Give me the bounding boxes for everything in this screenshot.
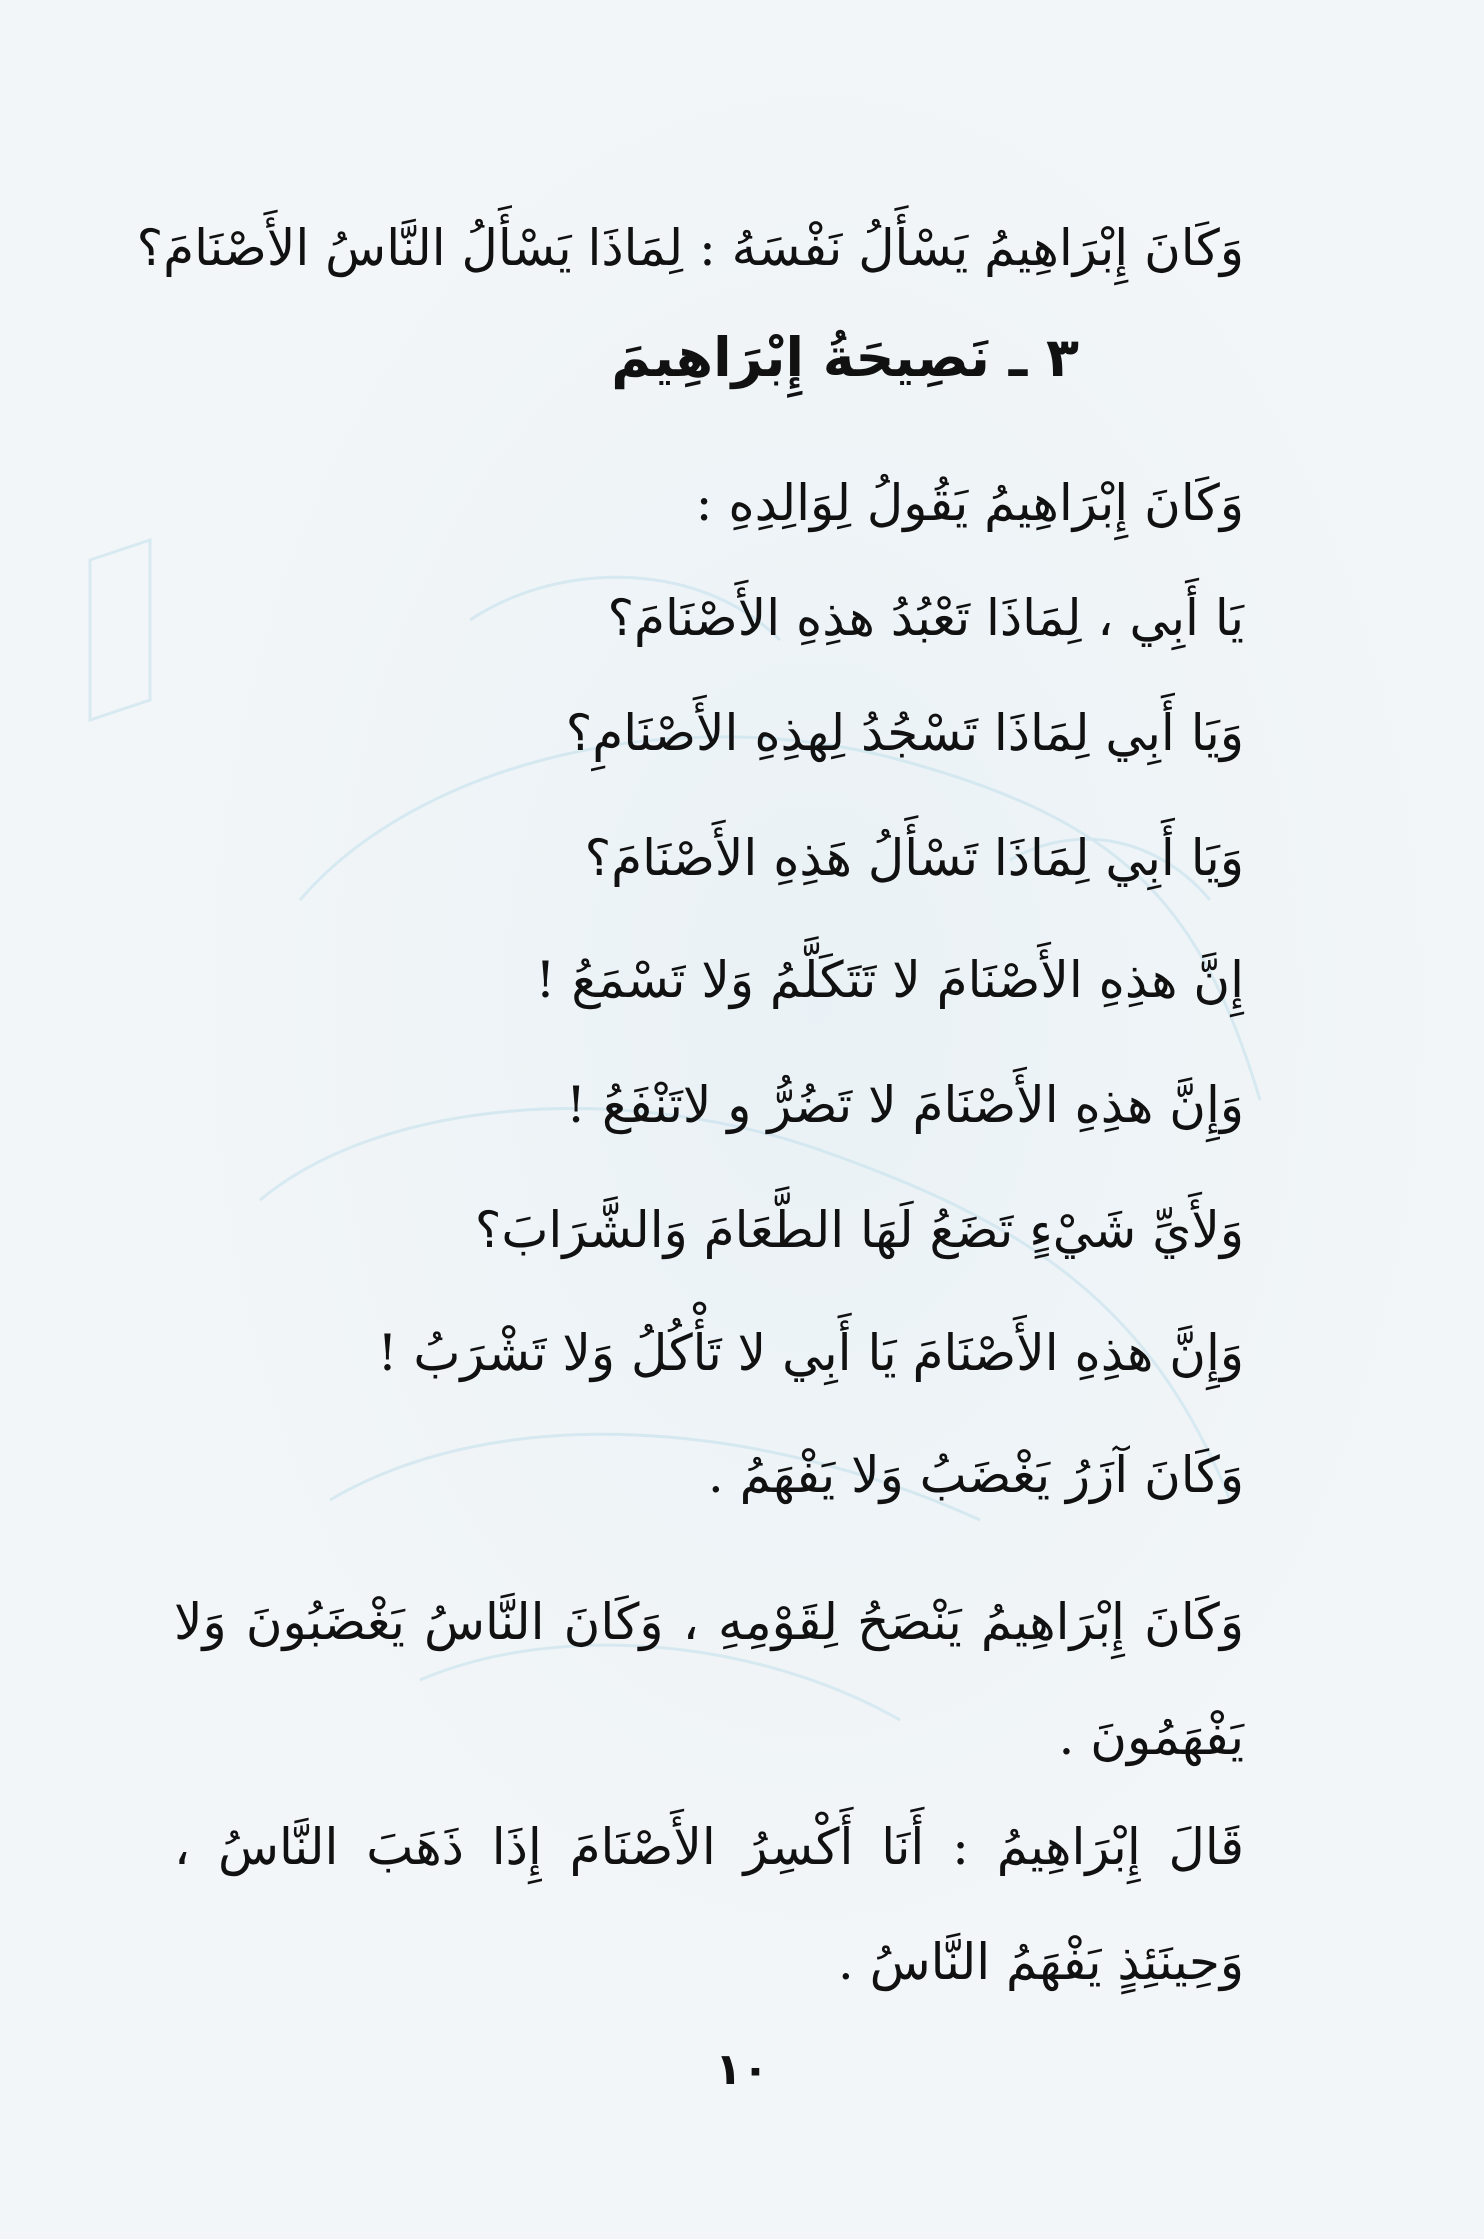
line-6: إِنَّ هذِهِ الأَصْنَامَ لا تَتَكَلَّمُ وَلا تَسْمَعُ ! bbox=[535, 951, 1244, 1009]
line-5: وَيَا أَبِي لِمَاذَا تَسْأَلُ هَذِهِ الأَصْنَامَ؟ bbox=[584, 829, 1244, 887]
line-9: وَإِنَّ هذِهِ الأَصْنَامَ يَا أَبِي لا تَأْكُلُ وَلا تَشْرَبُ ! bbox=[377, 1324, 1244, 1382]
line-4: وَيَا أَبِي لِمَاذَا تَسْجُدُ لِهذِهِ الأَصْنَامِ؟ bbox=[565, 704, 1244, 762]
line-10: وَكَانَ آزَرُ يَغْضَبُ وَلا يَفْهَمُ . bbox=[707, 1446, 1244, 1504]
line-8: وَلأَيِّ شَيْءٍ تَضَعُ لَهَا الطَّعَامَ وَالشَّرَابَ؟ bbox=[474, 1201, 1244, 1259]
line-7: وَإِنَّ هذِهِ الأَصْنَامَ لا تَضُرُّ و لاتَنْفَعُ ! bbox=[565, 1076, 1244, 1134]
paragraph-break-idols: قَالَ إِبْرَاهِيمُ : أَنَا أَكْسِرُ الأَصْنَامَ إِذَا ذَهَبَ النَّاسُ ، وَحِينَئِذٍ يَفْهَمُ النَّاسُ . bbox=[174, 1818, 1244, 1991]
line-3: يَا أَبِي ، لِمَاذَا تَعْبُدُ هذِهِ الأَصْنَامَ؟ bbox=[607, 589, 1244, 647]
line-2: وَكَانَ إِبْرَاهِيمُ يَقُولُ لِوَالِدِهِ : bbox=[695, 474, 1244, 532]
page-number: ١٠ bbox=[715, 2044, 769, 2095]
line-1: وَكَانَ إِبْرَاهِيمُ يَسْأَلُ نَفْسَهُ : لِمَاذَا يَسْأَلُ النَّاسُ الأَصْنَامَ؟ bbox=[136, 219, 1244, 277]
section-heading: ٣ ـ نَصِيحَةُ إِبْرَاهِيمَ bbox=[611, 326, 1079, 389]
paragraph-advice: وَكَانَ إِبْرَاهِيمُ يَنْصَحُ لِقَوْمِهِ ، وَكَانَ النَّاسُ يَغْضَبُونَ وَلا يَفْهَمُونَ . bbox=[174, 1593, 1244, 1766]
